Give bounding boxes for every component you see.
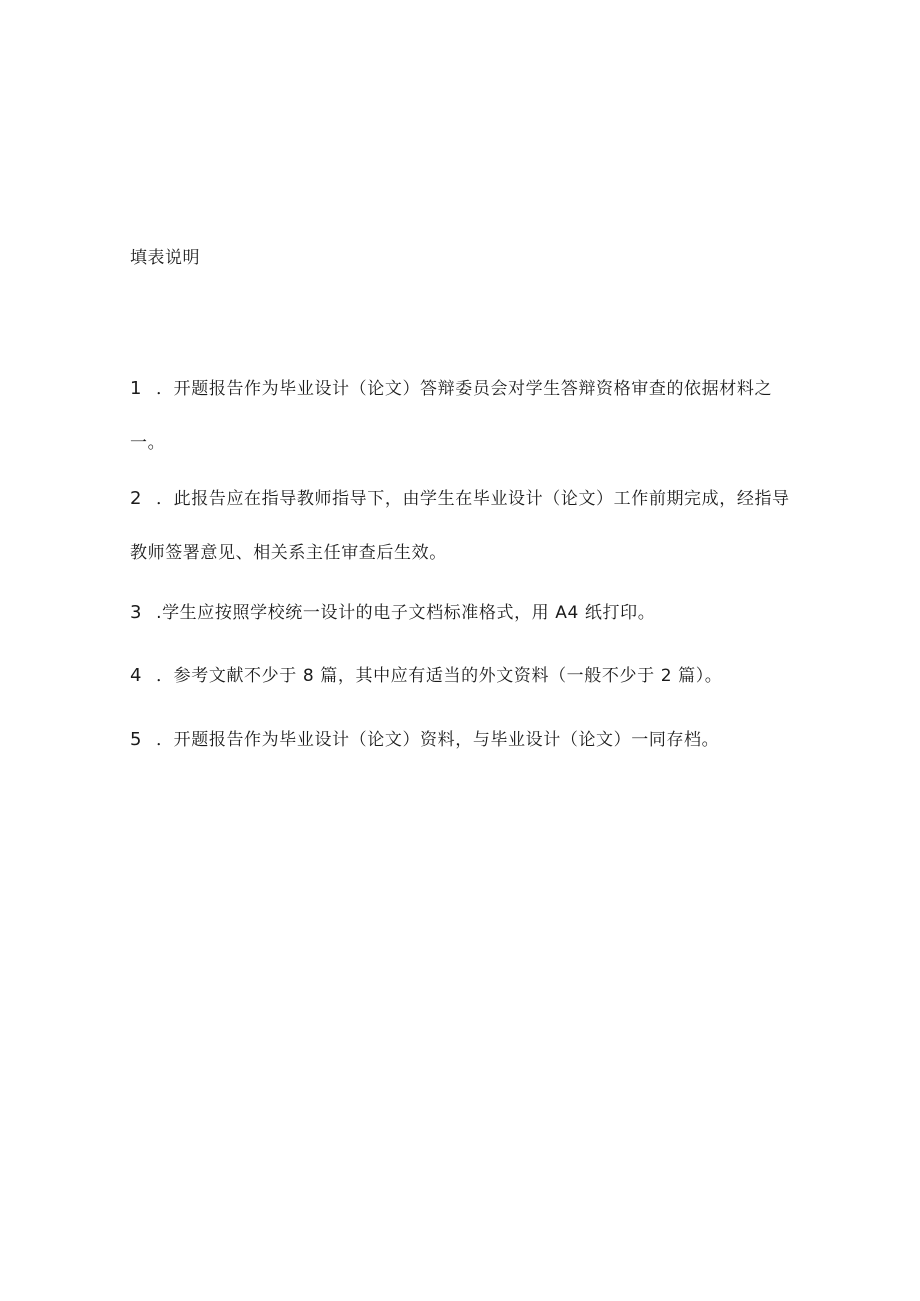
item-number: 2 xyxy=(130,488,143,509)
instruction-item-3 xyxy=(130,596,820,630)
instruction-line xyxy=(130,596,820,630)
item-number: 4 xyxy=(130,665,143,686)
instruction-line xyxy=(130,659,820,693)
item-text: ．参考文献不少于 8 篇，其中应有适当的外文资料（一般不少于 2 篇）。 xyxy=(156,666,723,686)
instruction-line xyxy=(130,482,820,516)
instruction-item-4 xyxy=(130,659,820,693)
item-text: .学生应按照学校统一设计的电子文档标准格式，用 A4 纸打印。 xyxy=(156,603,656,623)
instruction-continuation: 一。 xyxy=(130,433,166,453)
instruction-continuation: 教师签署意见、相关系主任审查后生效。 xyxy=(130,543,447,563)
item-number: 1 xyxy=(130,378,143,399)
instruction-item-1 xyxy=(130,372,820,460)
item-text: ．此报告应在指导教师指导下，由学生在毕业设计（论文）工作前期完成，经指导 xyxy=(156,489,790,509)
instruction-item-5 xyxy=(130,723,820,757)
item-text: ．开题报告作为毕业设计（论文）答辩委员会对学生答辩资格审查的依据材料之 xyxy=(156,379,773,399)
page-title: 填表说明 xyxy=(130,248,200,268)
instruction-line xyxy=(130,372,820,406)
instruction-item-2 xyxy=(130,482,820,570)
instruction-line xyxy=(130,723,820,757)
item-number: 3 xyxy=(130,602,143,623)
item-text: ．开题报告作为毕业设计（论文）资料，与毕业设计（论文）一同存档。 xyxy=(156,730,720,750)
item-number: 5 xyxy=(130,729,143,750)
